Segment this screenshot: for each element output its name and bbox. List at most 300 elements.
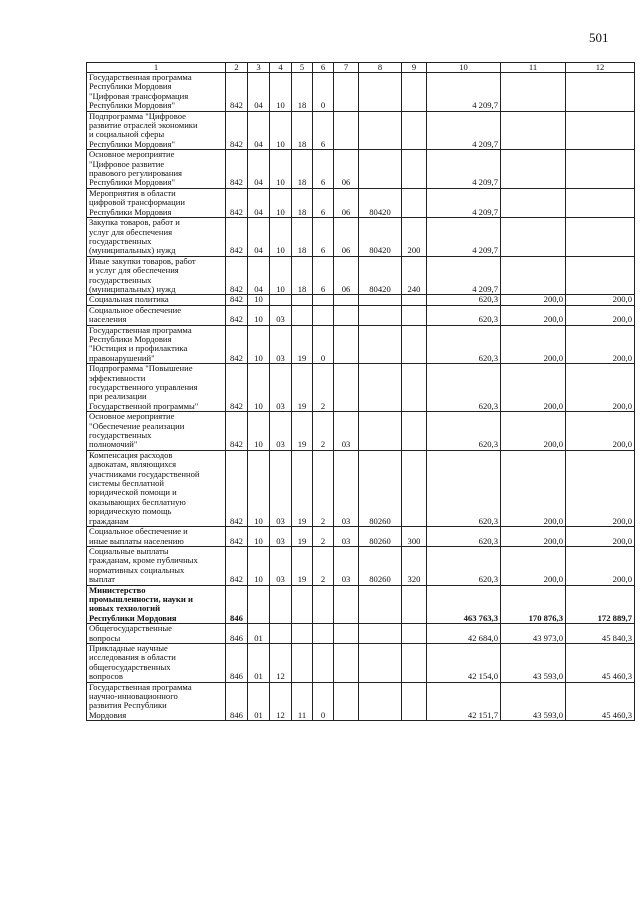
column-header: 6 (313, 63, 334, 73)
cell-c10: 620,3 (427, 546, 501, 585)
row-name-cell (87, 325, 226, 364)
cell-c4: 03 (270, 450, 292, 526)
cell-c9 (402, 73, 427, 112)
cell-c3: 04 (248, 188, 270, 217)
row-name-line: государственного управления (89, 382, 198, 392)
row-name-cell (87, 188, 226, 217)
cell-c8 (359, 412, 402, 451)
cell-c5 (292, 305, 313, 325)
cell-c2: 842 (226, 325, 248, 364)
cell-c7 (334, 682, 359, 721)
row-name-line: системы бесплатной (89, 478, 164, 489)
cell-c3: 10 (248, 450, 270, 526)
row-name-line: государственных (89, 430, 152, 441)
cell-c2: 846 (226, 643, 248, 682)
cell-c4: 10 (270, 256, 292, 295)
cell-c6: 6 (313, 256, 334, 295)
cell-c10: 463 763,3 (427, 585, 501, 624)
cell-c11: 200,0 (501, 295, 566, 305)
cell-c3: 10 (248, 412, 270, 451)
cell-c9 (402, 585, 427, 624)
cell-c8 (359, 682, 402, 721)
row-name-line: цифровой трансформации (89, 197, 185, 208)
cell-c7 (334, 73, 359, 112)
column-header: 3 (248, 63, 270, 73)
cell-c2: 842 (226, 305, 248, 325)
cell-c4: 03 (270, 305, 292, 325)
cell-c9 (402, 624, 427, 644)
cell-c4 (270, 585, 292, 624)
cell-c4 (270, 624, 292, 644)
cell-c2: 842 (226, 150, 248, 189)
cell-c2: 842 (226, 364, 248, 412)
cell-c8: 80420 (359, 218, 402, 257)
cell-c2: 846 (226, 624, 248, 644)
cell-c9 (402, 412, 427, 451)
cell-c7 (334, 624, 359, 644)
cell-c12 (566, 218, 635, 257)
cell-c7 (334, 585, 359, 624)
cell-c3 (248, 585, 270, 624)
column-header: 2 (226, 63, 248, 73)
cell-c8 (359, 111, 402, 150)
row-name-line: "Цифровое развитие (89, 158, 165, 169)
row-name-line: адвокатам, являющихся (89, 459, 177, 470)
cell-c6 (313, 295, 334, 305)
row-name-line: государственных (89, 235, 152, 246)
row-name-cell (87, 218, 226, 257)
cell-c9 (402, 643, 427, 682)
cell-c7: 06 (334, 256, 359, 295)
cell-c3: 10 (248, 295, 270, 305)
row-name-line: Республики Мордовия (89, 206, 172, 217)
cell-c12: 45 460,3 (566, 643, 635, 682)
cell-c3: 04 (248, 256, 270, 295)
row-name-line: участниками государственной (89, 468, 200, 479)
row-name-line: Компенсация расходов (89, 450, 173, 460)
row-name-line: иные выплаты населению (89, 535, 184, 546)
table-row (87, 111, 635, 150)
row-name-line: развитие отраслей экономики (89, 120, 198, 131)
cell-c12: 200,0 (566, 325, 635, 364)
row-name-cell (87, 150, 226, 189)
budget-table (86, 62, 635, 721)
cell-c6: 0 (313, 325, 334, 364)
cell-c8 (359, 150, 402, 189)
cell-c8: 80260 (359, 546, 402, 585)
cell-c11: 200,0 (501, 305, 566, 325)
cell-c6: 2 (313, 546, 334, 585)
row-name-line: Основное мероприятие (89, 149, 175, 160)
cell-c6 (313, 305, 334, 325)
cell-c2: 842 (226, 412, 248, 451)
cell-c12: 200,0 (566, 450, 635, 526)
cell-c10: 4 209,7 (427, 218, 501, 257)
cell-c2: 842 (226, 450, 248, 526)
row-name-line: Социальное обеспечение и (89, 526, 188, 537)
cell-c4: 10 (270, 73, 292, 112)
cell-c12: 200,0 (566, 364, 635, 412)
cell-c6: 0 (313, 73, 334, 112)
cell-c12: 200,0 (566, 546, 635, 585)
cell-c9 (402, 111, 427, 150)
table-row (87, 73, 635, 112)
table-body (87, 73, 635, 721)
table-row (87, 150, 635, 189)
cell-c6: 6 (313, 218, 334, 257)
cell-c8 (359, 585, 402, 624)
cell-c10: 42 684,0 (427, 624, 501, 644)
row-name-line: выплат (89, 574, 116, 585)
table-row (87, 325, 635, 364)
cell-c11 (501, 111, 566, 150)
row-name-line: юридической помощи и (89, 487, 177, 498)
cell-c11: 200,0 (501, 546, 566, 585)
cell-c5: 19 (292, 546, 313, 585)
row-name-cell (87, 682, 226, 721)
cell-c2: 842 (226, 73, 248, 112)
cell-c8: 80420 (359, 188, 402, 217)
cell-c10: 620,3 (427, 305, 501, 325)
row-name-cell (87, 585, 226, 624)
cell-c11: 200,0 (501, 364, 566, 412)
cell-c10: 620,3 (427, 364, 501, 412)
row-name-line: Государственной программы" (89, 400, 199, 411)
cell-c2: 846 (226, 585, 248, 624)
table-row (87, 585, 635, 624)
row-name-line: Прикладные научные (89, 643, 168, 653)
cell-c4: 10 (270, 150, 292, 189)
row-name-line: "Обеспечение реализации (89, 420, 185, 431)
row-name-line: промышленности, науки и (89, 593, 193, 604)
cell-c7 (334, 364, 359, 412)
row-name-line: Социальная политика (89, 294, 169, 305)
table-row (87, 364, 635, 412)
row-name-line: Основное мероприятие (89, 411, 175, 422)
row-name-line: вопросы (89, 632, 121, 643)
cell-c6 (313, 585, 334, 624)
row-name-line: и услуг для обеспечения (89, 265, 179, 276)
column-header: 5 (292, 63, 313, 73)
cell-c7 (334, 305, 359, 325)
cell-c3: 01 (248, 643, 270, 682)
cell-c7 (334, 325, 359, 364)
cell-c6: 2 (313, 364, 334, 412)
cell-c12: 172 889,7 (566, 585, 635, 624)
cell-c5: 19 (292, 527, 313, 547)
cell-c11 (501, 218, 566, 257)
cell-c10: 4 209,7 (427, 188, 501, 217)
row-name-line: "Юстиция и профилактика (89, 343, 188, 354)
cell-c12: 200,0 (566, 295, 635, 305)
row-name-line: Подпрограмма "Цифровое (89, 111, 186, 121)
column-header: 7 (334, 63, 359, 73)
cell-c8: 80260 (359, 450, 402, 526)
cell-c9: 240 (402, 256, 427, 295)
cell-c12: 45 460,3 (566, 682, 635, 721)
cell-c3: 04 (248, 218, 270, 257)
cell-c3: 10 (248, 527, 270, 547)
cell-c5: 18 (292, 218, 313, 257)
row-name-line: правового регулирования (89, 168, 183, 179)
cell-c6: 2 (313, 412, 334, 451)
cell-c2: 842 (226, 295, 248, 305)
cell-c11 (501, 256, 566, 295)
cell-c4: 03 (270, 527, 292, 547)
cell-c5: 18 (292, 150, 313, 189)
cell-c10: 620,3 (427, 325, 501, 364)
row-name-line: нормативных социальных (89, 564, 185, 575)
row-name-line: "Цифровая трансформация (89, 90, 189, 101)
cell-c7: 06 (334, 218, 359, 257)
row-name-line: гражданам (89, 515, 129, 526)
table-row (87, 218, 635, 257)
cell-c8 (359, 624, 402, 644)
row-name-cell (87, 643, 226, 682)
cell-c7: 06 (334, 188, 359, 217)
table-row (87, 295, 635, 305)
cell-c10: 4 209,7 (427, 73, 501, 112)
cell-c10: 4 209,7 (427, 150, 501, 189)
row-name-line: Республики Мордовия (89, 81, 172, 92)
cell-c7: 03 (334, 450, 359, 526)
table-row (87, 682, 635, 721)
cell-c12: 45 840,3 (566, 624, 635, 644)
row-name-line: государственных (89, 274, 152, 285)
cell-c5: 18 (292, 111, 313, 150)
cell-c9 (402, 150, 427, 189)
row-name-line: Государственная программа (89, 325, 192, 335)
cell-c8 (359, 305, 402, 325)
cell-c9 (402, 450, 427, 526)
row-name-cell (87, 412, 226, 451)
cell-c7 (334, 111, 359, 150)
row-name-line: исследования в области (89, 652, 176, 663)
cell-c7: 03 (334, 546, 359, 585)
row-name-line: Социальные выплаты (89, 546, 169, 556)
table-row (87, 188, 635, 217)
cell-c8: 80260 (359, 527, 402, 547)
row-name-cell (87, 256, 226, 295)
cell-c5 (292, 585, 313, 624)
cell-c4: 12 (270, 643, 292, 682)
cell-c4: 03 (270, 546, 292, 585)
table-row (87, 624, 635, 644)
cell-c10: 42 151,7 (427, 682, 501, 721)
cell-c12 (566, 256, 635, 295)
cell-c9: 300 (402, 527, 427, 547)
row-name-line: Закупка товаров, работ и (89, 217, 180, 228)
cell-c10: 620,3 (427, 527, 501, 547)
cell-c11: 43 593,0 (501, 682, 566, 721)
cell-c6: 6 (313, 150, 334, 189)
row-name-cell (87, 364, 226, 412)
cell-c8 (359, 643, 402, 682)
cell-c12 (566, 73, 635, 112)
cell-c12 (566, 150, 635, 189)
row-name-line: Республики Мордовия" (89, 100, 175, 111)
row-name-line: Подпрограмма "Повышение (89, 363, 193, 374)
cell-c3: 01 (248, 624, 270, 644)
row-name-line: услуг для обеспечения (89, 226, 173, 237)
cell-c12: 200,0 (566, 305, 635, 325)
cell-c9 (402, 682, 427, 721)
row-name-line: Общегосударственные (89, 623, 172, 634)
cell-c5: 19 (292, 450, 313, 526)
cell-c6: 6 (313, 111, 334, 150)
row-name-line: эффективности (89, 372, 146, 383)
cell-c10: 620,3 (427, 412, 501, 451)
cell-c9 (402, 295, 427, 305)
cell-c4: 03 (270, 364, 292, 412)
cell-c10: 4 209,7 (427, 111, 501, 150)
cell-c12: 200,0 (566, 412, 635, 451)
table-row (87, 256, 635, 295)
cell-c8: 80420 (359, 256, 402, 295)
cell-c10: 620,3 (427, 295, 501, 305)
row-name-line: вопросов (89, 671, 123, 682)
cell-c2: 842 (226, 218, 248, 257)
cell-c6 (313, 643, 334, 682)
column-header: 1 (87, 63, 226, 73)
cell-c7: 06 (334, 150, 359, 189)
row-name-line: полномочий" (89, 439, 138, 450)
cell-c4 (270, 295, 292, 305)
row-name-line: Республики Мордовия (89, 333, 172, 344)
row-name-line: новых технологий (89, 603, 161, 614)
cell-c9 (402, 325, 427, 364)
row-name-line: Мордовия (89, 709, 127, 720)
cell-c2: 842 (226, 546, 248, 585)
row-name-cell (87, 305, 226, 325)
cell-c8 (359, 73, 402, 112)
table-row (87, 527, 635, 547)
row-name-line: правонарушений" (89, 352, 155, 363)
cell-c5: 18 (292, 73, 313, 112)
cell-c4: 10 (270, 218, 292, 257)
table-row (87, 450, 635, 526)
cell-c8 (359, 364, 402, 412)
row-name-line: Мероприятия в области (89, 188, 176, 198)
row-name-line: при реализации (89, 391, 147, 402)
row-name-cell (87, 527, 226, 547)
cell-c11 (501, 73, 566, 112)
row-name-line: Республики Мордовия" (89, 138, 175, 149)
cell-c5: 19 (292, 325, 313, 364)
cell-c5: 11 (292, 682, 313, 721)
cell-c10: 42 154,0 (427, 643, 501, 682)
cell-c6: 2 (313, 527, 334, 547)
row-name-cell (87, 111, 226, 150)
cell-c3: 10 (248, 305, 270, 325)
cell-c2: 842 (226, 188, 248, 217)
column-header: 8 (359, 63, 402, 73)
cell-c4: 03 (270, 325, 292, 364)
cell-c4: 10 (270, 188, 292, 217)
row-name-line: оказывающих бесплатную (89, 496, 186, 507)
cell-c11: 200,0 (501, 325, 566, 364)
cell-c12 (566, 188, 635, 217)
cell-c3: 04 (248, 111, 270, 150)
table-row (87, 412, 635, 451)
cell-c10: 620,3 (427, 450, 501, 526)
cell-c9 (402, 364, 427, 412)
table-row (87, 643, 635, 682)
row-name-line: Республики Мордовия" (89, 177, 175, 188)
row-name-cell (87, 624, 226, 644)
cell-c9 (402, 305, 427, 325)
cell-c7: 03 (334, 412, 359, 451)
cell-c4: 03 (270, 412, 292, 451)
cell-c11: 43 973,0 (501, 624, 566, 644)
cell-c12: 200,0 (566, 527, 635, 547)
cell-c7: 03 (334, 527, 359, 547)
cell-c11: 170 876,3 (501, 585, 566, 624)
row-name-line: юридическую помощь (89, 506, 172, 517)
cell-c5: 19 (292, 364, 313, 412)
cell-c5 (292, 295, 313, 305)
row-name-line: Государственная программа (89, 72, 192, 82)
row-name-line: населения (89, 314, 127, 325)
cell-c5 (292, 624, 313, 644)
cell-c11: 200,0 (501, 527, 566, 547)
cell-c4: 10 (270, 111, 292, 150)
cell-c5 (292, 643, 313, 682)
row-name-line: Республики Мордовия (89, 612, 177, 623)
cell-c3: 04 (248, 73, 270, 112)
row-name-line: гражданам, кроме публичных (89, 555, 198, 566)
cell-c8 (359, 325, 402, 364)
cell-c3: 01 (248, 682, 270, 721)
table-row (87, 546, 635, 585)
row-name-line: Иные закупки товаров, работ (89, 256, 196, 266)
column-header: 10 (427, 63, 501, 73)
cell-c9 (402, 188, 427, 217)
cell-c7 (334, 295, 359, 305)
cell-c5: 18 (292, 256, 313, 295)
column-header: 11 (501, 63, 566, 73)
cell-c3: 10 (248, 325, 270, 364)
row-name-line: общегосударственных (89, 661, 171, 672)
cell-c7 (334, 643, 359, 682)
cell-c9: 320 (402, 546, 427, 585)
column-header: 12 (566, 63, 635, 73)
page-number: 501 (589, 30, 609, 45)
cell-c6 (313, 624, 334, 644)
cell-c11: 43 593,0 (501, 643, 566, 682)
cell-c11: 200,0 (501, 450, 566, 526)
column-header: 9 (402, 63, 427, 73)
row-name-line: научно-инновационного (89, 691, 178, 701)
row-name-cell (87, 450, 226, 526)
column-header: 4 (270, 63, 292, 73)
header-row (87, 63, 635, 73)
table-row (87, 305, 635, 325)
cell-c2: 846 (226, 682, 248, 721)
cell-c3: 10 (248, 546, 270, 585)
cell-c4: 12 (270, 682, 292, 721)
cell-c2: 842 (226, 256, 248, 295)
cell-c11 (501, 188, 566, 217)
cell-c8 (359, 295, 402, 305)
row-name-line: и социальной сферы (89, 129, 165, 140)
row-name-line: (муниципальных) нужд (89, 245, 176, 256)
row-name-cell (87, 546, 226, 585)
cell-c11 (501, 150, 566, 189)
cell-c9: 200 (402, 218, 427, 257)
cell-c2: 842 (226, 111, 248, 150)
row-name-cell (87, 295, 226, 305)
